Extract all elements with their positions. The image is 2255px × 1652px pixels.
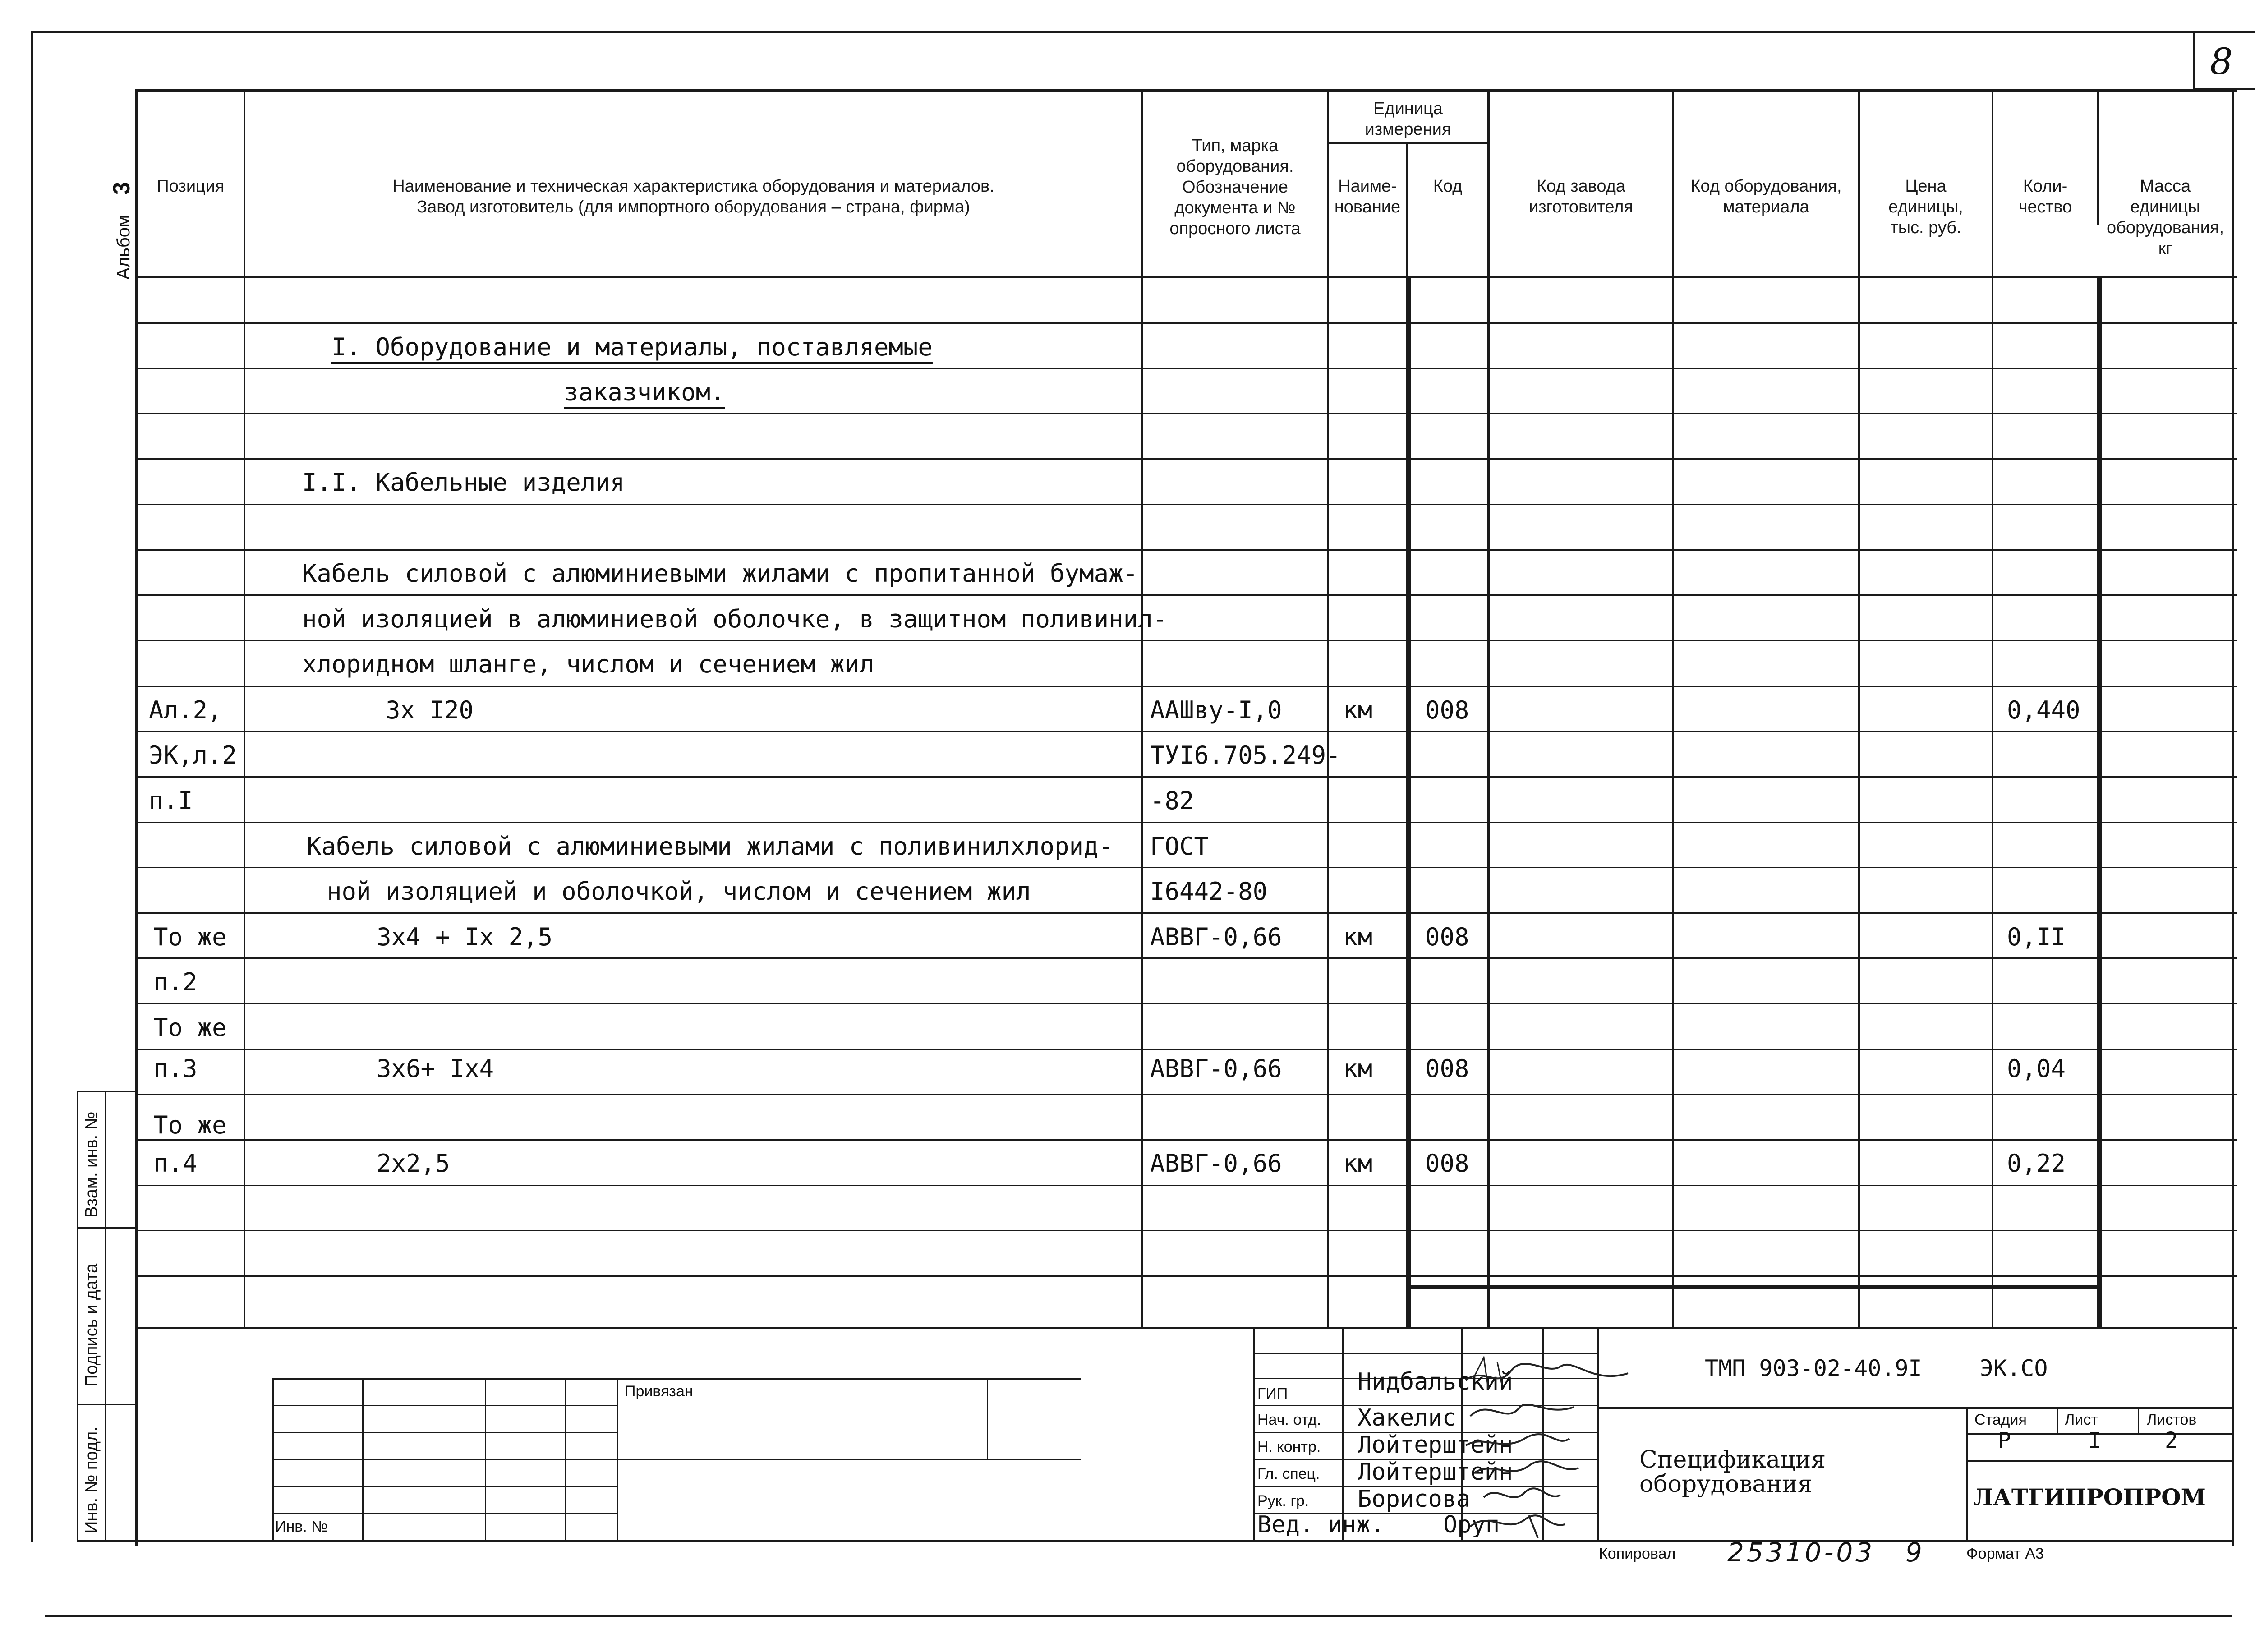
privyazan-label: Привязан	[625, 1383, 693, 1400]
header-unit-name: Наиме- нование	[1334, 177, 1401, 216]
table-cell-qty: 0,440	[2007, 696, 2080, 724]
table-cell-name: 3х I20	[386, 696, 474, 724]
table-cell-unit: км	[1343, 696, 1373, 724]
header-unit-code: Код	[1433, 177, 1463, 196]
table-cell-pos: п.4	[153, 1149, 198, 1178]
table-cell-type: I6442-80	[1150, 877, 1268, 906]
doc-code: ТМП 903-02-40.9I	[1705, 1355, 1922, 1381]
table-cell-pos: п.2	[153, 968, 198, 996]
header-position: Позиция	[156, 177, 225, 196]
role-norm-control: Н. контр.	[1257, 1438, 1321, 1455]
album-label: Альбом 3	[109, 182, 135, 280]
header-unit-group: Единица измерения	[1365, 99, 1451, 139]
subsection-title: I.I. Кабельные изделия	[302, 468, 625, 497]
header-price: Цена единицы, тыс. руб.	[1888, 177, 1963, 237]
sheet-value: I	[2088, 1428, 2101, 1453]
role-group-head: Рук. гр.	[1257, 1492, 1309, 1509]
stage-value: Р	[1998, 1428, 2011, 1453]
table-cell-name: 2х2,5	[377, 1149, 450, 1178]
bottom-rule	[45, 1615, 2232, 1617]
name-group-head: Борисова	[1358, 1486, 1471, 1513]
doc-title: Спецификация оборудования	[1639, 1446, 1826, 1498]
table-cell-pos: То же	[153, 923, 227, 951]
header-mass: Масса единицы оборудования, кг	[2106, 177, 2224, 258]
table-cell-unit: км	[1343, 923, 1373, 951]
frame-top	[31, 31, 2255, 33]
stage-label: Стадия	[1974, 1411, 2027, 1428]
copy-sheet: 9	[1905, 1537, 1922, 1568]
table-cell-qty: 0,II	[2007, 923, 2066, 951]
table-cell-code: 008	[1425, 1149, 1469, 1178]
item-desc-1: Кабель силовой с алюминиевыми жилами с пропитанной бумаж-	[302, 559, 1138, 588]
table-cell-pos: п.3	[153, 1054, 198, 1083]
header-quantity: Коли- чество	[2018, 177, 2072, 216]
name-lead-engineer: Оруп	[1443, 1511, 1500, 1538]
table-cell-code: 008	[1425, 923, 1469, 951]
table-cell-type: АВВГ-0,66	[1150, 1054, 1282, 1083]
page-number: 8	[2210, 41, 2233, 83]
name-norm-control: Лойтерштейн	[1358, 1431, 1513, 1459]
header-factory-code: Код завода изготовителя	[1528, 177, 1634, 216]
table-cell-pos: Ал.2,	[149, 696, 222, 724]
name-chief-spec: Лойтерштейн	[1358, 1459, 1513, 1486]
table-cell-qty: 0,22	[2007, 1149, 2066, 1178]
section-title-line1: I. Оборудование и материалы, поставляемые	[331, 333, 933, 361]
table-cell-type: АВВГ-0,66	[1150, 923, 1282, 951]
item-desc-2: ной изоляцией и оболочкой, числом и сечением жил	[327, 877, 1031, 906]
table-cell-code: 008	[1425, 696, 1469, 724]
item-desc-1: хлоридном шланге, числом и сечением жил	[302, 650, 874, 678]
role-head-dept: Нач. отд.	[1257, 1411, 1321, 1428]
frame-left	[31, 31, 33, 1542]
name-head-dept: Хакелис	[1358, 1404, 1457, 1431]
signatures	[1457, 1348, 1646, 1547]
item-desc-1: ной изоляцией в алюминиевой оболочке, в защитном поливинил-	[302, 605, 1168, 633]
role-chief-spec: Гл. спец.	[1257, 1465, 1320, 1482]
format-label: Формат А3	[1966, 1545, 2044, 1562]
role-gip: ГИП	[1257, 1385, 1288, 1402]
table-cell-pos: ЭК,л.2	[149, 741, 237, 769]
table-cell-type: ГОСТ	[1150, 832, 1209, 861]
table-cell-pos: п.I	[149, 787, 193, 815]
sheets-label: Листов	[2147, 1411, 2197, 1428]
table-cell-type: -82	[1150, 787, 1194, 815]
role-lead-engineer: Вед. инж.	[1257, 1511, 1385, 1538]
header-equipment-code: Код оборудования, материала	[1690, 177, 1842, 216]
side-label-replacement: Взам. инв. №	[82, 1111, 101, 1218]
sheet-label: Лист	[2065, 1411, 2098, 1428]
doc-suffix: ЭК.СО	[1980, 1355, 2048, 1381]
side-label-signature: Подпись и дата	[82, 1263, 101, 1387]
side-label-original: Инв. № подл.	[82, 1427, 101, 1533]
table-cell-pos: То же	[153, 1013, 227, 1042]
item-desc-2: Кабель силовой с алюминиевыми жилами с поливинилхлорид-	[307, 832, 1114, 861]
table-cell-type: ААШву-I,0	[1150, 696, 1282, 724]
copy-number: 25310-03	[1727, 1537, 1875, 1568]
name-gip: Нидбальский	[1358, 1368, 1513, 1395]
organization-name: ЛАТГИПРОПРОМ	[1973, 1484, 2206, 1510]
sheets-value: 2	[2165, 1428, 2178, 1453]
header-name: Наименование и техническая характеристика оборудования и материалов. Завод изготовитель (для импортного оборудования – страна, фирма)	[392, 177, 994, 216]
table-cell-pos: То же	[153, 1111, 227, 1139]
table-cell-code: 008	[1425, 1054, 1469, 1083]
inv-no-label: Инв. №	[275, 1518, 328, 1535]
table-cell-unit: км	[1343, 1054, 1373, 1083]
table-cell-type: АВВГ-0,66	[1150, 1149, 1282, 1178]
copied-label: Копировал	[1599, 1545, 1676, 1562]
table-cell-name: 3х4 + Iх 2,5	[377, 923, 553, 951]
table-cell-unit: км	[1343, 1149, 1373, 1178]
table-cell-type: ТУI6.705.249-	[1150, 741, 1341, 769]
section-title-line2: заказчиком.	[564, 378, 725, 406]
table-cell-qty: 0,04	[2007, 1054, 2066, 1083]
table-cell-name: 3х6+ Iх4	[377, 1054, 494, 1083]
header-type: Тип, марка оборудования. Обозначение документа и № опросного листа	[1169, 136, 1301, 238]
